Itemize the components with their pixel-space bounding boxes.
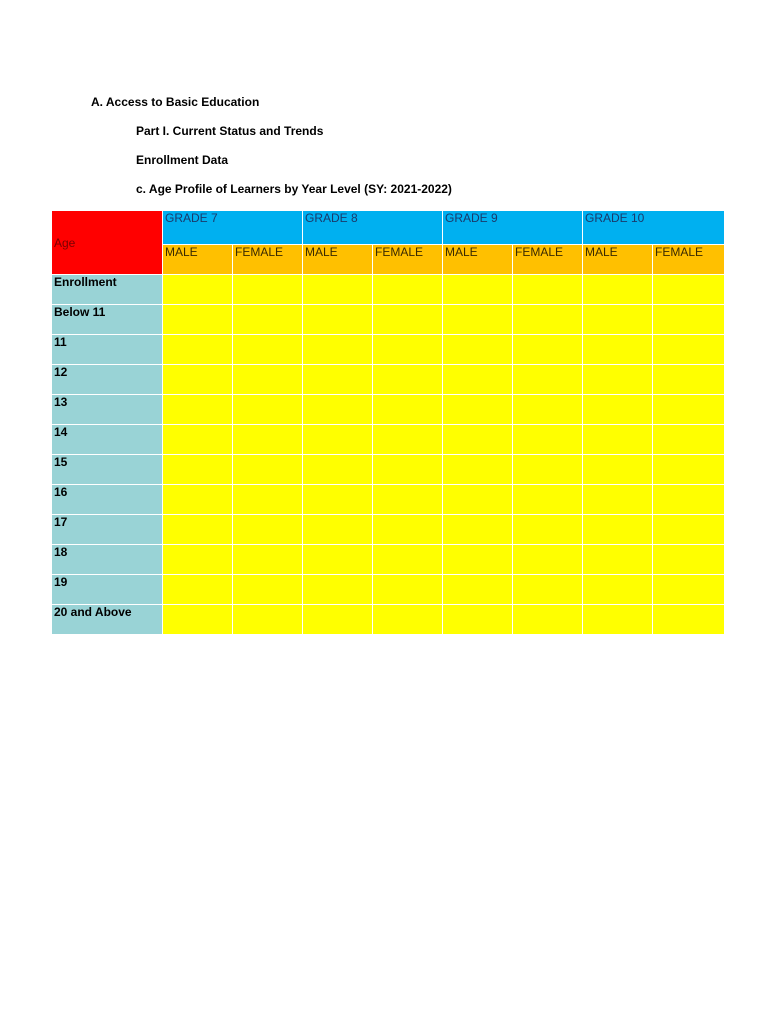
female-header: FEMALE <box>513 245 583 275</box>
data-cell[interactable] <box>583 515 653 545</box>
data-cell[interactable] <box>513 455 583 485</box>
data-cell[interactable] <box>233 305 303 335</box>
row-label: 20 and Above <box>52 605 163 635</box>
data-cell[interactable] <box>233 455 303 485</box>
data-cell[interactable] <box>373 305 443 335</box>
data-cell[interactable] <box>163 545 233 575</box>
data-cell[interactable] <box>303 365 373 395</box>
data-cell[interactable] <box>513 365 583 395</box>
data-cell[interactable] <box>163 365 233 395</box>
data-cell[interactable] <box>443 605 513 635</box>
row-label: 18 <box>52 545 163 575</box>
data-cell[interactable] <box>303 335 373 365</box>
data-cell[interactable] <box>653 605 725 635</box>
data-cell[interactable] <box>373 335 443 365</box>
row-label: 15 <box>52 455 163 485</box>
grade-8-header: GRADE 8 <box>303 211 443 245</box>
female-header: FEMALE <box>653 245 725 275</box>
subpart-heading: Enrollment Data <box>136 153 229 167</box>
data-cell[interactable] <box>163 515 233 545</box>
data-cell[interactable] <box>443 485 513 515</box>
data-cell[interactable] <box>583 335 653 365</box>
data-cell[interactable] <box>233 425 303 455</box>
table-row <box>52 335 725 365</box>
grade-7-header: GRADE 7 <box>163 211 303 245</box>
data-cell[interactable] <box>303 275 373 305</box>
data-cell[interactable] <box>443 395 513 425</box>
row-label: Enrollment <box>52 275 163 305</box>
data-cell[interactable] <box>513 575 583 605</box>
data-cell[interactable] <box>443 455 513 485</box>
data-cell[interactable] <box>583 305 653 335</box>
data-cell[interactable] <box>443 335 513 365</box>
row-label: 16 <box>52 485 163 515</box>
data-cell[interactable] <box>513 545 583 575</box>
data-cell[interactable] <box>583 575 653 605</box>
row-label: Below 11 <box>52 305 163 335</box>
data-cell[interactable] <box>303 395 373 425</box>
data-cell[interactable] <box>653 275 725 305</box>
data-cell[interactable] <box>163 335 233 365</box>
data-cell[interactable] <box>303 575 373 605</box>
data-cell[interactable] <box>233 575 303 605</box>
data-cell[interactable] <box>653 425 725 455</box>
data-cell[interactable] <box>373 485 443 515</box>
data-cell[interactable] <box>513 605 583 635</box>
data-cell[interactable] <box>653 575 725 605</box>
data-cell[interactable] <box>443 515 513 545</box>
data-cell[interactable] <box>233 485 303 515</box>
data-cell[interactable] <box>163 605 233 635</box>
data-cell[interactable] <box>303 515 373 545</box>
data-cell[interactable] <box>653 485 725 515</box>
grade-9-header: GRADE 9 <box>443 211 583 245</box>
part-heading: Part I. Current Status and Trends <box>136 124 324 138</box>
data-cell[interactable] <box>443 305 513 335</box>
data-cell[interactable] <box>513 335 583 365</box>
data-cell[interactable] <box>443 275 513 305</box>
data-cell[interactable] <box>163 275 233 305</box>
data-cell[interactable] <box>583 605 653 635</box>
table-row <box>52 605 725 635</box>
row-label: 11 <box>52 335 163 365</box>
table-row <box>52 545 725 575</box>
row-label: 12 <box>52 365 163 395</box>
row-label: 13 <box>52 395 163 425</box>
table-row <box>52 305 725 335</box>
table-row <box>52 515 725 545</box>
table-row <box>52 425 725 455</box>
data-cell[interactable] <box>233 335 303 365</box>
data-cell[interactable] <box>373 455 443 485</box>
data-cell[interactable] <box>303 485 373 515</box>
female-header: FEMALE <box>373 245 443 275</box>
data-cell[interactable] <box>513 275 583 305</box>
data-cell[interactable] <box>583 395 653 425</box>
male-header: MALE <box>583 245 653 275</box>
data-cell[interactable] <box>303 305 373 335</box>
row-label: 14 <box>52 425 163 455</box>
data-cell[interactable] <box>583 485 653 515</box>
data-cell[interactable] <box>373 515 443 545</box>
table-row <box>52 275 725 305</box>
data-cell[interactable] <box>163 425 233 455</box>
age-header: Age <box>52 211 163 275</box>
data-cell[interactable] <box>583 275 653 305</box>
data-cell[interactable] <box>163 305 233 335</box>
data-cell[interactable] <box>373 575 443 605</box>
data-cell[interactable] <box>233 605 303 635</box>
data-cell[interactable] <box>513 515 583 545</box>
data-cell[interactable] <box>513 395 583 425</box>
data-cell[interactable] <box>513 485 583 515</box>
data-cell[interactable] <box>373 365 443 395</box>
data-cell[interactable] <box>303 605 373 635</box>
row-label: 17 <box>52 515 163 545</box>
data-cell[interactable] <box>653 305 725 335</box>
male-header: MALE <box>303 245 373 275</box>
data-cell[interactable] <box>583 545 653 575</box>
data-cell[interactable] <box>233 275 303 305</box>
data-cell[interactable] <box>303 425 373 455</box>
data-cell[interactable] <box>373 605 443 635</box>
grade-10-header: GRADE 10 <box>583 211 725 245</box>
data-cell[interactable] <box>583 455 653 485</box>
data-cell[interactable] <box>653 515 725 545</box>
data-cell[interactable] <box>163 575 233 605</box>
data-cell[interactable] <box>513 425 583 455</box>
data-cell[interactable] <box>163 455 233 485</box>
section-heading: A. Access to Basic Education <box>91 95 260 109</box>
data-cell[interactable] <box>653 545 725 575</box>
data-cell[interactable] <box>653 365 725 395</box>
data-cell[interactable] <box>303 455 373 485</box>
grade-header-row <box>52 211 725 245</box>
data-cell[interactable] <box>443 545 513 575</box>
data-cell[interactable] <box>163 395 233 425</box>
data-cell[interactable] <box>653 455 725 485</box>
table-title: c. Age Profile of Learners by Year Level (SY: 2021-2022) <box>136 182 452 196</box>
data-cell[interactable] <box>233 515 303 545</box>
table-row <box>52 455 725 485</box>
data-cell[interactable] <box>373 395 443 425</box>
table-row <box>52 395 725 425</box>
data-cell[interactable] <box>373 545 443 575</box>
data-cell[interactable] <box>443 575 513 605</box>
data-cell[interactable] <box>583 365 653 395</box>
data-cell[interactable] <box>653 335 725 365</box>
age-profile-table <box>51 210 725 635</box>
row-label: 19 <box>52 575 163 605</box>
data-cell[interactable] <box>443 365 513 395</box>
data-cell[interactable] <box>373 275 443 305</box>
female-header: FEMALE <box>233 245 303 275</box>
table-row <box>52 365 725 395</box>
table-row <box>52 485 725 515</box>
data-cell[interactable] <box>583 425 653 455</box>
data-cell[interactable] <box>303 545 373 575</box>
data-cell[interactable] <box>653 395 725 425</box>
data-cell[interactable] <box>513 305 583 335</box>
data-cell[interactable] <box>373 425 443 455</box>
data-cell[interactable] <box>163 485 233 515</box>
data-cell[interactable] <box>233 365 303 395</box>
data-cell[interactable] <box>233 395 303 425</box>
data-cell[interactable] <box>233 545 303 575</box>
male-header: MALE <box>163 245 233 275</box>
data-cell[interactable] <box>443 425 513 455</box>
male-header: MALE <box>443 245 513 275</box>
table-row <box>52 575 725 605</box>
